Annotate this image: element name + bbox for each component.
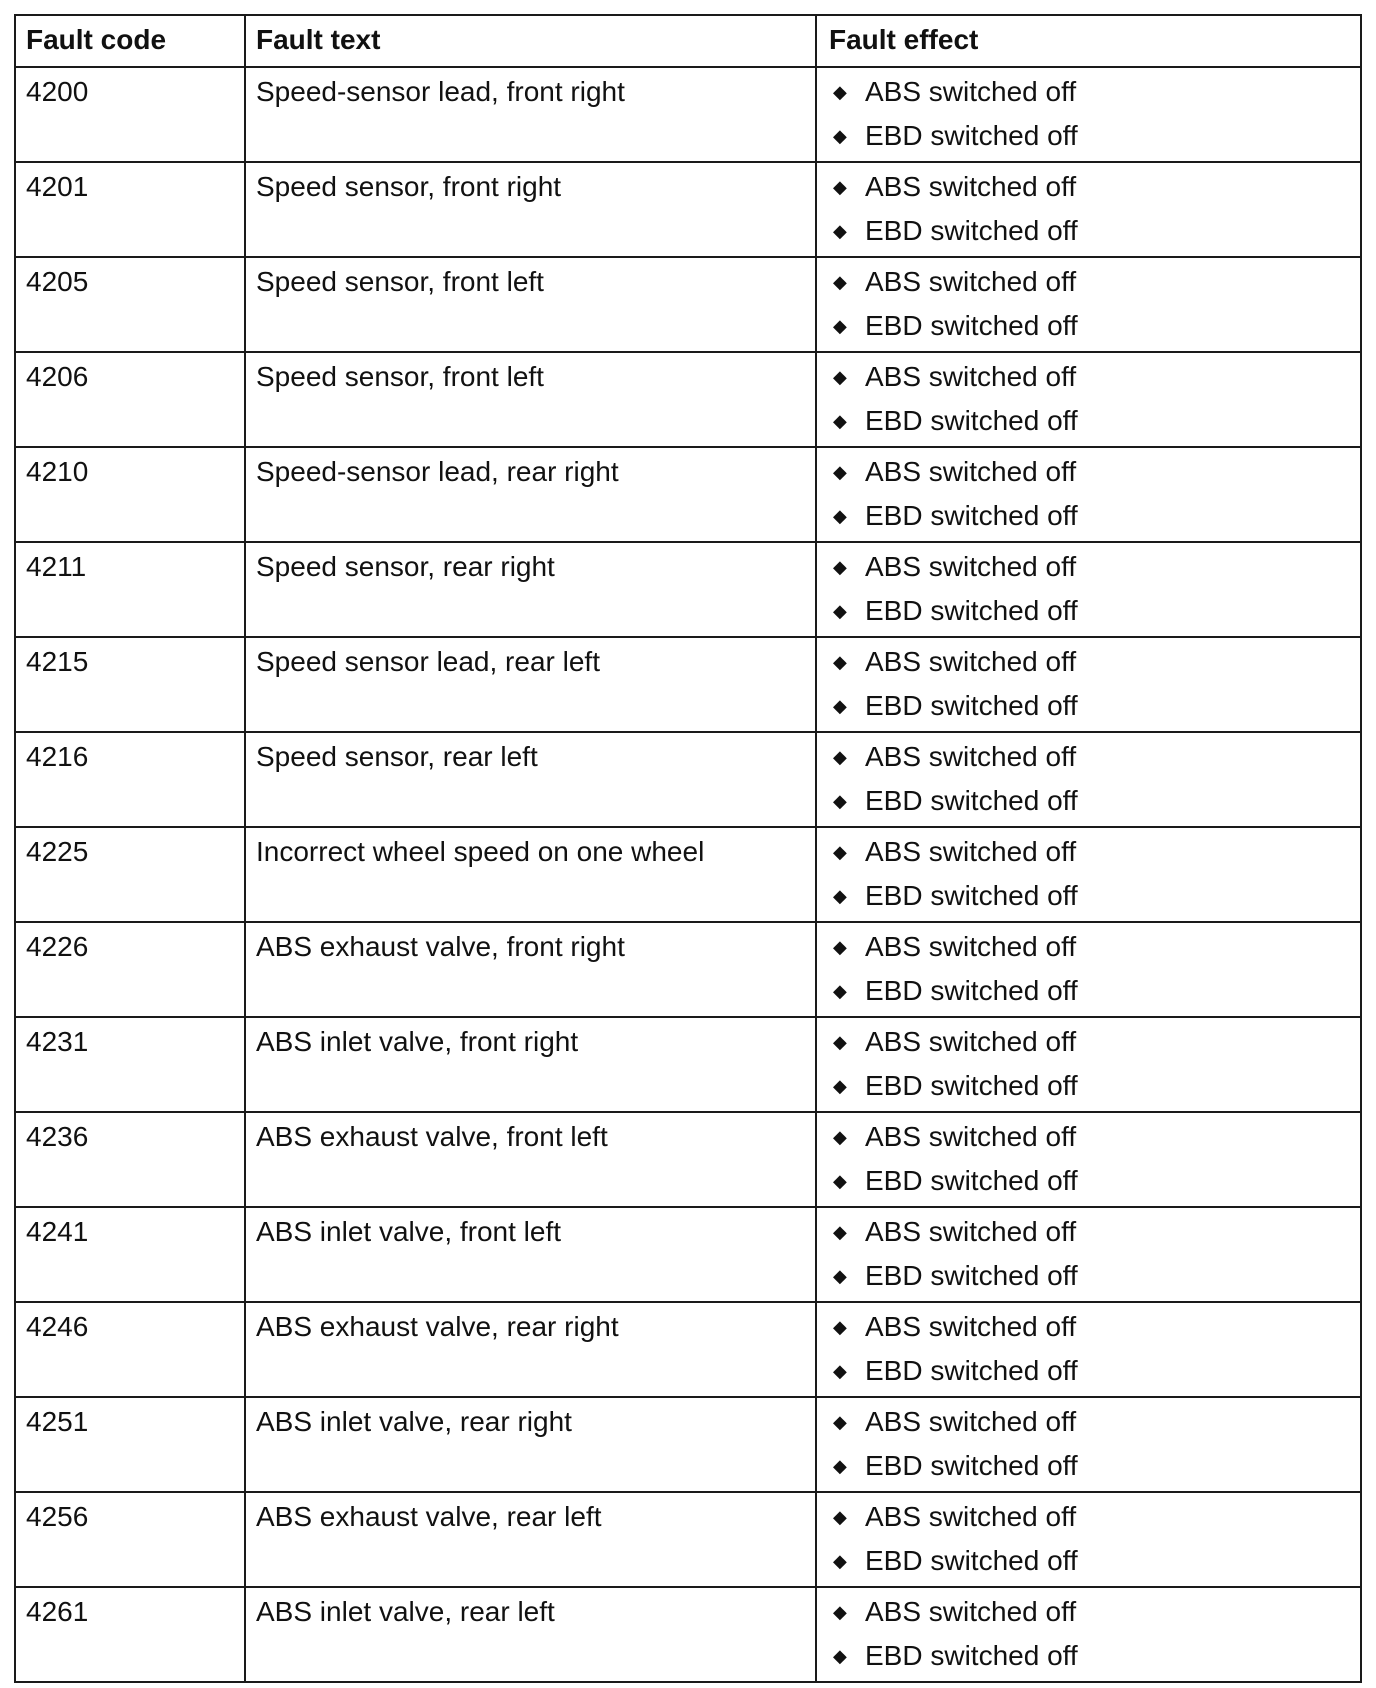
fault-effect-item [829,450,1350,494]
fault-effect-item [829,1254,1350,1298]
fault-effect-text: ABS switched off [865,931,1077,962]
fault-effect-text: EBD switched off [865,120,1078,151]
fault-text-cell: Speed sensor, rear right [244,543,815,636]
fault-text-cell: ABS inlet valve, rear left [244,1588,815,1681]
fault-text-cell: Speed sensor, front left [244,258,815,351]
fault-text-cell: Speed sensor lead, rear left [244,638,815,731]
fault-effect-item [829,830,1350,874]
fault-effect-text: EBD switched off [865,1165,1078,1196]
fault-effect-item [829,1210,1350,1254]
table-row [16,541,1360,636]
fault-code-cell: 4200 [26,76,89,107]
table-row [16,731,1360,826]
fault-text-cell: ABS inlet valve, front left [244,1208,815,1301]
fault-effect-item [829,589,1350,633]
fault-code-cell: 4251 [26,1406,89,1437]
fault-effect-cell [815,68,1360,161]
diamond-bullet-icon: ◆ [833,1222,847,1242]
fault-effect-cell [815,163,1360,256]
fault-effect-item [829,114,1350,158]
fault-effect-text: ABS switched off [865,1026,1077,1057]
fault-code-cell: 4231 [26,1026,89,1057]
fault-effect-text: ABS switched off [865,836,1077,867]
fault-effect-text: ABS switched off [865,1121,1077,1152]
fault-effect-item [829,1400,1350,1444]
fault-effect-item [829,494,1350,538]
fault-effect-cell [815,828,1360,921]
diamond-bullet-icon: ◆ [833,1361,847,1381]
fault-code-cell: 4246 [26,1311,89,1342]
table-row [16,1016,1360,1111]
fault-text-cell: Speed sensor, rear left [244,733,815,826]
fault-text-cell: Speed sensor, front left [244,353,815,446]
fault-effect-cell [815,638,1360,731]
diamond-bullet-icon: ◆ [833,506,847,526]
fault-code-cell: 4256 [26,1501,89,1532]
diamond-bullet-icon: ◆ [833,1032,847,1052]
fault-text-cell: ABS inlet valve, front right [244,1018,815,1111]
fault-text-cell: ABS inlet valve, rear right [244,1398,815,1491]
fault-text-cell: Speed-sensor lead, front right [244,68,815,161]
fault-code-cell: 4215 [26,646,89,677]
fault-effect-item [829,925,1350,969]
diamond-bullet-icon: ◆ [833,886,847,906]
diamond-bullet-icon: ◆ [833,1171,847,1191]
fault-effect-text: ABS switched off [865,171,1077,202]
table-row [16,446,1360,541]
fault-effect-text: EBD switched off [865,975,1078,1006]
fault-effect-item [829,735,1350,779]
fault-effect-item [829,640,1350,684]
diamond-bullet-icon: ◆ [833,747,847,767]
table-row [16,1586,1360,1681]
table-row [16,1111,1360,1206]
diamond-bullet-icon: ◆ [833,177,847,197]
fault-effect-text: ABS switched off [865,1596,1077,1627]
diamond-bullet-icon: ◆ [833,1551,847,1571]
fault-effect-item [829,969,1350,1013]
header-fault-effect: Fault effect [815,16,1360,66]
diamond-bullet-icon: ◆ [833,367,847,387]
fault-effect-item [829,1064,1350,1108]
fault-effect-text: EBD switched off [865,1450,1078,1481]
fault-effect-item [829,1115,1350,1159]
fault-effect-text: EBD switched off [865,690,1078,721]
diamond-bullet-icon: ◆ [833,462,847,482]
fault-code-table [14,14,1362,1683]
fault-effect-item [829,399,1350,443]
table-row [16,636,1360,731]
fault-effect-cell [815,1113,1360,1206]
fault-effect-text: EBD switched off [865,1355,1078,1386]
fault-code-cell: 4261 [26,1596,89,1627]
fault-effect-text: EBD switched off [865,880,1078,911]
fault-effect-cell [815,1303,1360,1396]
table-row [16,826,1360,921]
fault-effect-item [829,1020,1350,1064]
table-row [16,1396,1360,1491]
table-row [16,1301,1360,1396]
fault-effect-text: EBD switched off [865,1545,1078,1576]
fault-effect-item [829,1159,1350,1203]
fault-effect-cell [815,1493,1360,1586]
fault-code-cell: 4226 [26,931,89,962]
diamond-bullet-icon: ◆ [833,937,847,957]
diamond-bullet-icon: ◆ [833,557,847,577]
diamond-bullet-icon: ◆ [833,316,847,336]
fault-effect-text: EBD switched off [865,1260,1078,1291]
fault-effect-item [829,1349,1350,1393]
fault-effect-item [829,304,1350,348]
fault-effect-text: ABS switched off [865,646,1077,677]
diamond-bullet-icon: ◆ [833,1317,847,1337]
fault-effect-item [829,874,1350,918]
fault-effect-item [829,1539,1350,1583]
diamond-bullet-icon: ◆ [833,82,847,102]
diamond-bullet-icon: ◆ [833,791,847,811]
diamond-bullet-icon: ◆ [833,1412,847,1432]
fault-effect-text: ABS switched off [865,456,1077,487]
fault-text-cell: ABS exhaust valve, front left [244,1113,815,1206]
fault-effect-item [829,1590,1350,1634]
diamond-bullet-icon: ◆ [833,221,847,241]
fault-effect-text: ABS switched off [865,361,1077,392]
diamond-bullet-icon: ◆ [833,601,847,621]
fault-code-cell: 4205 [26,266,89,297]
table-row [16,1491,1360,1586]
fault-effect-text: ABS switched off [865,1406,1077,1437]
fault-effect-text: EBD switched off [865,500,1078,531]
fault-effect-item [829,545,1350,589]
diamond-bullet-icon: ◆ [833,842,847,862]
fault-effect-text: ABS switched off [865,551,1077,582]
fault-effect-cell [815,1208,1360,1301]
fault-text-cell: Speed-sensor lead, rear right [244,448,815,541]
diamond-bullet-icon: ◆ [833,411,847,431]
fault-effect-item [829,70,1350,114]
fault-effect-text: EBD switched off [865,1070,1078,1101]
fault-code-cell: 4206 [26,361,89,392]
fault-effect-item [829,1634,1350,1678]
fault-effect-text: ABS switched off [865,76,1077,107]
diamond-bullet-icon: ◆ [833,1076,847,1096]
table-row [16,256,1360,351]
diamond-bullet-icon: ◆ [833,652,847,672]
fault-effect-text: EBD switched off [865,785,1078,816]
fault-effect-item [829,1444,1350,1488]
fault-text-cell: ABS exhaust valve, rear right [244,1303,815,1396]
fault-effect-cell [815,1398,1360,1491]
diamond-bullet-icon: ◆ [833,1646,847,1666]
fault-code-cell: 4211 [26,551,87,582]
fault-effect-item [829,165,1350,209]
fault-code-cell: 4236 [26,1121,89,1152]
fault-effect-text: ABS switched off [865,741,1077,772]
diamond-bullet-icon: ◆ [833,1127,847,1147]
table-body [16,66,1360,1681]
fault-effect-item [829,1495,1350,1539]
fault-effect-cell [815,733,1360,826]
fault-code-cell: 4241 [26,1216,89,1247]
diamond-bullet-icon: ◆ [833,981,847,1001]
fault-effect-item [829,209,1350,253]
fault-effect-cell [815,258,1360,351]
fault-text-cell: ABS exhaust valve, rear left [244,1493,815,1586]
diamond-bullet-icon: ◆ [833,1266,847,1286]
fault-text-cell: Incorrect wheel speed on one wheel [244,828,815,921]
fault-effect-text: EBD switched off [865,595,1078,626]
fault-effect-text: EBD switched off [865,310,1078,341]
header-fault-code: Fault code [26,24,167,55]
diamond-bullet-icon: ◆ [833,696,847,716]
diamond-bullet-icon: ◆ [833,1507,847,1527]
fault-effect-cell [815,1588,1360,1681]
diamond-bullet-icon: ◆ [833,272,847,292]
fault-effect-item [829,355,1350,399]
table-row [16,66,1360,161]
table-row [16,921,1360,1016]
fault-effect-text: EBD switched off [865,1640,1078,1671]
fault-effect-text: EBD switched off [865,405,1078,436]
table-row [16,351,1360,446]
fault-effect-text: ABS switched off [865,1311,1077,1342]
fault-code-cell: 4201 [26,171,89,202]
fault-text-cell: ABS exhaust valve, front right [244,923,815,1016]
fault-effect-cell [815,923,1360,1016]
fault-effect-item [829,684,1350,728]
fault-effect-cell [815,353,1360,446]
diamond-bullet-icon: ◆ [833,1602,847,1622]
fault-effect-item [829,1305,1350,1349]
table-row [16,1206,1360,1301]
fault-effect-cell [815,448,1360,541]
fault-text-cell: Speed sensor, front right [244,163,815,256]
fault-code-cell: 4216 [26,741,89,772]
fault-effect-item [829,260,1350,304]
header-fault-text: Fault text [244,16,815,66]
fault-code-cell: 4225 [26,836,89,867]
fault-effect-item [829,779,1350,823]
fault-effect-text: ABS switched off [865,1216,1077,1247]
fault-effect-text: ABS switched off [865,1501,1077,1532]
fault-effect-cell [815,1018,1360,1111]
table-row [16,161,1360,256]
diamond-bullet-icon: ◆ [833,1456,847,1476]
fault-code-cell: 4210 [26,456,89,487]
table-header-row [16,16,1360,66]
diamond-bullet-icon: ◆ [833,126,847,146]
fault-effect-text: ABS switched off [865,266,1077,297]
fault-effect-cell [815,543,1360,636]
fault-effect-text: EBD switched off [865,215,1078,246]
